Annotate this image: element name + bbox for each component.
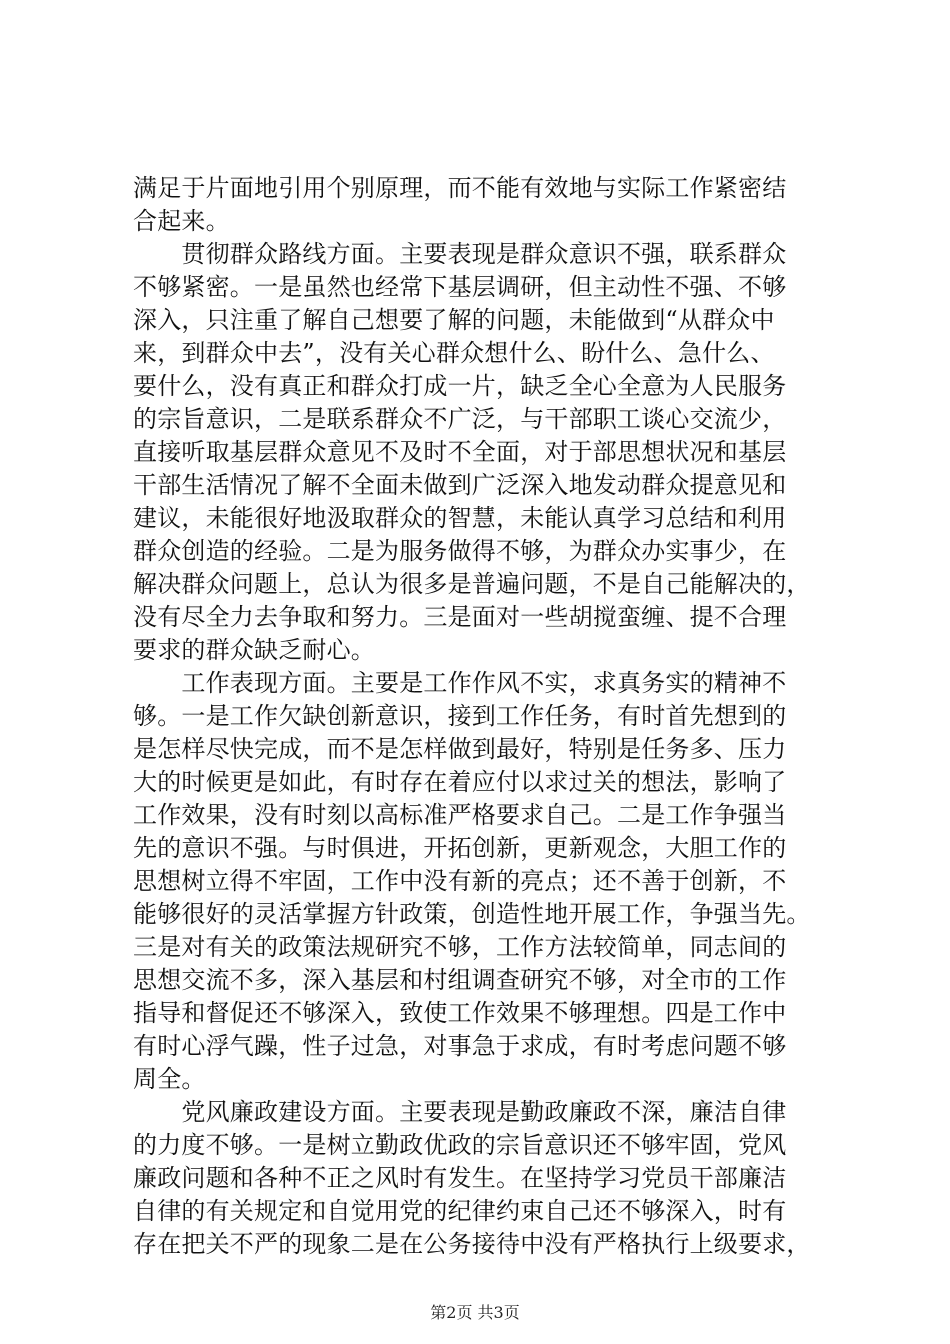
text-line: 建议，未能很好地汲取群众的智慧，未能认真学习总结和利用: [133, 504, 787, 532]
text-line: 贯彻群众路线方面。主要表现是群众意识不强，联系群众: [133, 240, 787, 268]
page-footer: 第2页 共3页: [430, 1303, 520, 1322]
text-line: 思想树立得不牢固，工作中没有新的亮点；还不善于创新，不: [133, 867, 787, 895]
text-line: 满足于片面地引用个别原理，而不能有效地与实际工作紧密结: [133, 174, 787, 202]
text-line: 思想交流不多，深入基层和村组调查研究不够，对全市的工作: [133, 966, 787, 994]
text-line: 指导和督促还不够深入，致使工作效果不够理想。四是工作中: [133, 999, 787, 1027]
document-body: [133, 172, 833, 1261]
text-line: 三是对有关的政策法规研究不够，工作方法较简单，同志间的: [133, 933, 787, 961]
text-line: 够。一是工作欠缺创新意识，接到工作任务，有时首先想到的: [133, 702, 787, 730]
text-line: 廉政问题和各种不正之风时有发生。在坚持学习党员干部廉洁: [133, 1164, 787, 1192]
text-line: 是怎样尽快完成，而不是怎样做到最好，特别是任务多、压力: [133, 735, 787, 763]
text-line: 深入，只注重了解自己想要了解的问题，未能做到“从群众中: [133, 306, 775, 334]
text-line: 能够很好的灵活掌握方针政策，创造性地开展工作，争强当先。: [133, 900, 811, 928]
text-line: 来，到群众中去”，没有关心群众想什么、盼什么、急什么、: [133, 339, 775, 367]
text-line: 要求的群众缺乏耐心。: [133, 636, 375, 664]
text-line: 工作表现方面。主要是工作作风不实，求真务实的精神不: [133, 669, 787, 697]
text-line: 自律的有关规定和自觉用党的纪律约束自己还不够深入，时有: [133, 1197, 787, 1225]
text-line: 没有尽全力去争取和努力。三是面对一些胡搅蛮缠、提不合理: [133, 603, 787, 631]
text-line: 周全。: [133, 1065, 206, 1093]
text-line: 不够紧密。一是虽然也经常下基层调研，但主动性不强、不够: [133, 273, 787, 301]
text-line: 要什么，没有真正和群众打成一片，缺乏全心全意为人民服务: [133, 372, 787, 400]
text-line: 存在把关不严的现象二是在公务接待中没有严格执行上级要求，: [133, 1230, 811, 1258]
text-line: 大的时候更是如此，有时存在着应付以求过关的想法，影响了: [133, 768, 787, 796]
text-line: 的力度不够。一是树立勤政优政的宗旨意识还不够牢固，党风: [133, 1131, 787, 1159]
text-line: 干部生活情况了解不全面未做到广泛深入地发动群众提意见和: [133, 471, 787, 499]
text-line: 群众创造的经验。二是为服务做得不够，为群众办实事少，在: [133, 537, 787, 565]
text-line: 先的意识不强。与时俱进，开拓创新，更新观念，大胆工作的: [133, 834, 787, 862]
text-line: 工作效果，没有时刻以高标准严格要求自己。二是工作争强当: [133, 801, 787, 829]
text-line: 有时心浮气躁，性子过急，对事急于求成，有时考虑问题不够: [133, 1032, 787, 1060]
text-line: 解决群众问题上，总认为很多是普遍问题，不是自己能解决的，: [133, 570, 811, 598]
text-line: 的宗旨意识，二是联系群众不广泛，与干部职工谈心交流少，: [133, 405, 787, 433]
text-line: 合起来。: [133, 207, 230, 235]
text-line: 直接听取基层群众意见不及时不全面，对于部思想状况和基层: [133, 438, 787, 466]
text-line: 党风廉政建设方面。主要表现是勤政廉政不深，廉洁自律: [133, 1098, 787, 1126]
